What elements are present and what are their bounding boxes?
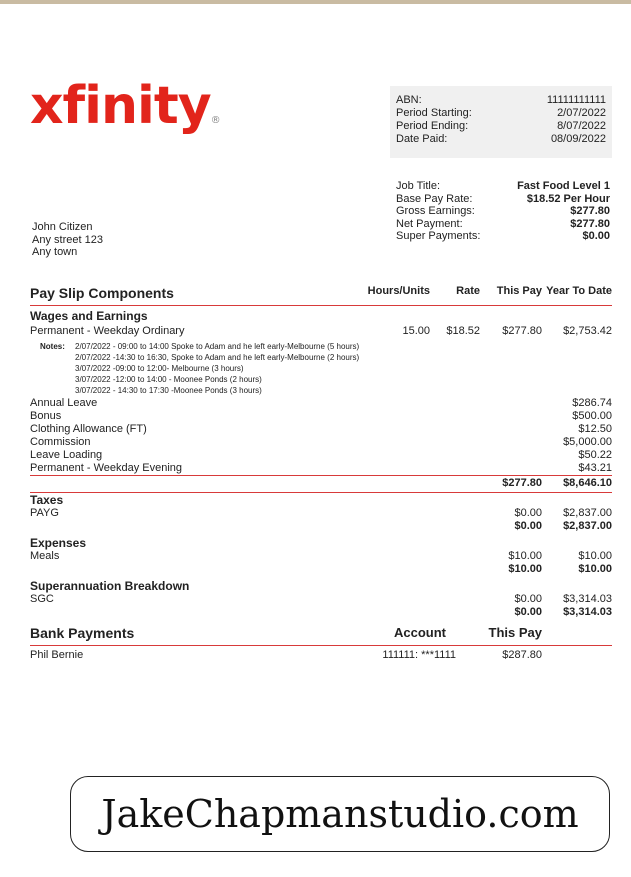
row-hours: 15.00 [402, 325, 430, 337]
row-ytd: $2,837.00 [563, 507, 612, 519]
components-section [30, 285, 612, 662]
watermark-banner [70, 776, 610, 852]
row-this-pay: $277.80 [502, 325, 542, 337]
bank-title: Bank Payments [30, 625, 135, 641]
note-line: 3/07/2022 -12:00 to 14:00 - Moonee Ponds (2 hours) [75, 375, 262, 384]
ytd-header: Year To Date [546, 285, 612, 297]
super-title: Superannuation Breakdown [30, 579, 190, 593]
rate-header: Rate [456, 285, 480, 297]
employee-town: Any town [32, 246, 78, 258]
expenses-total-this-pay: $10.00 [508, 563, 542, 575]
row-ytd: $43.21 [578, 462, 612, 474]
taxes-total-this-pay: $0.00 [514, 520, 542, 532]
row-ytd: $12.50 [578, 423, 612, 435]
job-title-label: Job Title: [396, 180, 441, 192]
account-header: Account [394, 625, 446, 640]
info-row [396, 94, 606, 107]
row-this-pay: $0.00 [514, 593, 542, 605]
employee-street: Any street 123 [32, 233, 103, 246]
table-row [30, 593, 612, 606]
note-line: 2/07/2022 -14:30 to 16:30, Spoke to Adam and he left early-Melbourne (2 hours) [75, 353, 360, 362]
row-ytd: $286.74 [572, 397, 612, 409]
row-ytd: $5,000.00 [563, 436, 612, 448]
top-rule [0, 0, 631, 4]
expenses-total-row [30, 563, 612, 576]
row-label: Annual Leave [30, 397, 98, 409]
base-rate-value: $18.52 Per Hour [526, 192, 610, 205]
table-row [30, 507, 612, 520]
table-row [30, 423, 612, 436]
employee-address [32, 221, 103, 259]
logo-text: xfinity [30, 76, 211, 136]
row-ytd: $10.00 [578, 550, 612, 562]
pay-period-box [390, 86, 612, 158]
info-row [396, 120, 606, 133]
bank-account: 111111: ***1111 [382, 649, 456, 661]
info-row [396, 218, 610, 231]
info-row [396, 193, 610, 206]
info-row [396, 205, 610, 218]
info-row [396, 107, 606, 120]
expenses-title: Expenses [30, 536, 87, 550]
row-this-pay: $10.00 [508, 550, 542, 562]
expenses-total-ytd: $10.00 [578, 563, 612, 575]
row-label: Commission [30, 436, 91, 448]
this-pay-header: This Pay [496, 285, 542, 297]
table-row [30, 325, 612, 338]
row-ytd: $3,314.03 [563, 593, 612, 605]
taxes-total-ytd: $2,837.00 [563, 520, 612, 532]
period-start-label: Period Starting: [396, 107, 472, 119]
table-row [30, 449, 612, 462]
row-rate: $18.52 [446, 325, 480, 337]
watermark-text: JakeChapmanstudio.com [101, 792, 579, 836]
date-paid-value: 08/09/2022 [550, 133, 606, 145]
row-ytd: $2,753.42 [563, 325, 612, 337]
table-row [30, 397, 612, 410]
bank-this-pay-header: This Pay [488, 625, 542, 640]
info-row [396, 230, 610, 243]
notes-label: Notes: [40, 342, 65, 351]
row-label: Leave Loading [30, 449, 103, 461]
abn-value: 11111111111 [546, 94, 606, 106]
hours-header: Hours/Units [367, 285, 430, 297]
row-label: SGC [30, 593, 54, 605]
net-value: $277.80 [570, 217, 610, 230]
row-label: Meals [30, 550, 60, 562]
table-row [30, 550, 612, 563]
net-label: Net Payment: [396, 217, 463, 230]
bank-amount: $287.80 [502, 649, 542, 661]
row-label: Bonus [30, 410, 62, 422]
taxes-title: Taxes [30, 493, 64, 507]
super-value: $0.00 [582, 230, 610, 242]
row-label: Permanent - Weekday Ordinary [30, 325, 185, 337]
note-line: 3/07/2022 -09:00 to 12:00- Melbourne (3 hours) [75, 364, 244, 373]
components-title: Pay Slip Components [30, 285, 174, 301]
job-title-value: Fast Food Level 1 [517, 180, 610, 192]
taxes-total-row [30, 520, 612, 533]
period-start-value: 2/07/2022 [557, 107, 606, 119]
bank-payee: Phil Bernie [30, 649, 84, 661]
wages-title: Wages and Earnings [30, 309, 148, 323]
super-total-row [30, 606, 612, 619]
row-this-pay: $0.00 [514, 507, 542, 519]
period-end-label: Period Ending: [396, 120, 469, 132]
registered-mark: ® [210, 115, 221, 126]
info-row [396, 180, 610, 193]
row-label: PAYG [30, 507, 59, 519]
wages-total-this-pay: $277.80 [502, 477, 542, 489]
base-rate-label: Base Pay Rate: [396, 192, 473, 205]
period-end-value: 8/07/2022 [557, 120, 606, 132]
xfinity-logo [30, 76, 221, 136]
notes-block [30, 341, 612, 396]
table-row [30, 462, 612, 475]
job-details [396, 180, 610, 243]
note-line: 3/07/2022 - 14:30 to 17:30 -Moonee Ponds (3 hours) [75, 386, 262, 395]
gross-value: $277.80 [570, 205, 610, 217]
row-label: Permanent - Weekday Evening [30, 462, 183, 474]
row-ytd: $500.00 [572, 410, 612, 422]
bank-header [30, 625, 612, 646]
abn-label: ABN: [396, 94, 422, 106]
wages-total-row [30, 475, 612, 490]
components-header [30, 285, 612, 306]
super-total-ytd: $3,314.03 [563, 606, 612, 618]
table-row [30, 436, 612, 449]
table-row [30, 410, 612, 423]
employee-name: John Citizen [32, 221, 93, 233]
row-ytd: $50.22 [578, 449, 612, 461]
gross-label: Gross Earnings: [396, 205, 475, 217]
super-total-this-pay: $0.00 [514, 606, 542, 618]
info-row [396, 133, 606, 146]
note-line: 2/07/2022 - 09:00 to 14:00 Spoke to Adam and he left early-Melbourne (5 hours) [75, 342, 360, 351]
wages-total-ytd: $8,646.10 [563, 477, 612, 489]
super-label: Super Payments: [396, 230, 481, 242]
bank-row [30, 649, 612, 662]
row-label: Clothing Allowance (FT) [30, 423, 147, 435]
date-paid-label: Date Paid: [396, 133, 448, 145]
